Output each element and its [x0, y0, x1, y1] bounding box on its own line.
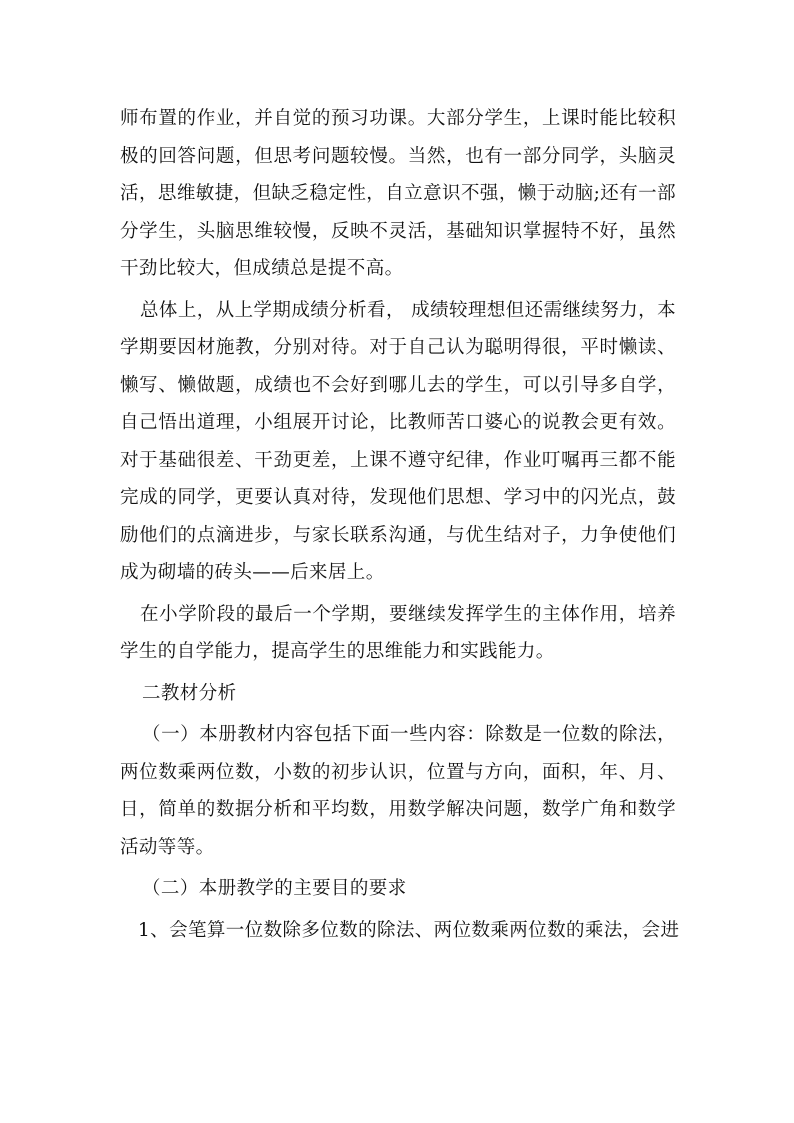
paragraph-textbook-contents: （一）本册教材内容包括下面一些内容：除数是一位数的除法，两位数乘两位数，小数的初步认识，位置与方向，面积，年、月、日，简单的数据分析和平均数，用数学解决问题，数学广角和数学活动等等。 [120, 724, 676, 858]
paragraph-student-analysis: 师布置的作业，并自觉的预习功课。大部分学生，上课时能比较积极的回答问题，但思考问题较慢。当然，也有一部分同学，头脑灵活，思维敏捷，但缺乏稳定性，自立意识不强，懒于动脑;还有一部分学生，头脑思维较慢，反映不灵活，基础知识掌握特不好，虽然干劲比较大，但成绩总是提不高。 [120, 108, 676, 279]
paragraph-semester-goal: 在小学阶段的最后一个学期，要继续发挥学生的主体作用，培养学生的自学能力，提高学生的思维能力和实践能力。 [120, 603, 676, 662]
section-heading-textbook-analysis: 二教材分析 [142, 682, 237, 704]
paragraph-teaching-strategy: 总体上，从上学期成绩分析看， 成绩较理想但还需继续努力，本学期要因材施教，分别对待。对于自己认为聪明得很，平时懒读、懒写、懒做题，成绩也不会好到哪儿去的学生，可以引导多自学，自己悟出道理，小组展开讨论，比教师苦口婆心的说教会更有效。对于基础很差、干劲更差，上课不遵守纪律，作业叮嘱再三都不能完成的同学，更要认真对待，发现他们思想、学习中的闪光点，鼓励他们的点滴进步，与家长联系沟通，与优生结对子，力争使他们成为砌墙的砖头——后来居上。 [120, 299, 676, 583]
subsection-heading-teaching-requirements: （二）本册教学的主要目的要求 [142, 878, 407, 899]
document-body [120, 100, 680, 949]
paragraph-requirement-1: 1、会笔算一位数除多位数的除法、两位数乘两位数的乘法，会进 [138, 919, 680, 941]
